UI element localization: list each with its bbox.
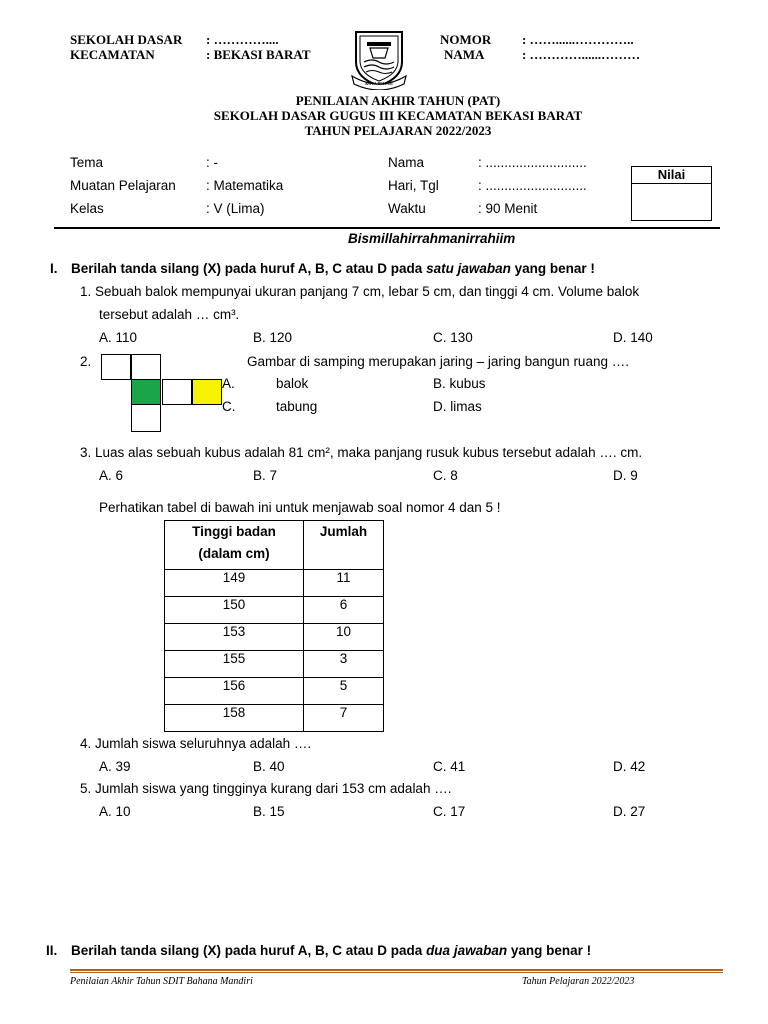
table-intro: Perhatikan tabel di bawah ini untuk menjawab soal nomor 4 dan 5 ! bbox=[99, 500, 501, 515]
header-divider bbox=[54, 227, 720, 229]
table-row bbox=[165, 597, 384, 624]
section-2-instruction: Berilah tanda silang (X) pada huruf A, B, C atau D pada dua jawaban yang benar ! bbox=[71, 943, 592, 958]
table-header-count: Jumlah bbox=[304, 521, 384, 570]
title-line-3: TAHUN PELAJARAN 2022/2023 bbox=[304, 123, 492, 138]
q3-option-c[interactable]: C. 8 bbox=[433, 468, 458, 483]
table-cell-count: 7 bbox=[304, 705, 384, 732]
q2-option-d[interactable]: D. limas bbox=[433, 399, 482, 414]
score-label: Nilai bbox=[632, 167, 711, 184]
info-class-value: : V (Lima) bbox=[206, 201, 265, 216]
table-cell-height: 158 bbox=[165, 705, 304, 732]
q3-text: 3. Luas alas sebuah kubus adalah 81 cm², maka panjang rusuk kubus tersebut adalah …. cm. bbox=[80, 445, 643, 460]
district-label: KECAMATAN bbox=[70, 47, 155, 62]
title-line-1: PENILAIAN AKHIR TAHUN (PAT) bbox=[295, 93, 501, 108]
net-square bbox=[162, 379, 192, 405]
q1-option-c[interactable]: C. 130 bbox=[433, 330, 473, 345]
q5-option-d[interactable]: D. 27 bbox=[613, 804, 646, 819]
district-value: : BEKASI BARAT bbox=[206, 47, 311, 62]
footer-rule bbox=[70, 969, 723, 971]
q5-option-c[interactable]: C. 17 bbox=[433, 804, 466, 819]
q2-option-c-letter[interactable]: C. bbox=[222, 399, 236, 414]
q4-option-a[interactable]: A. 39 bbox=[99, 759, 131, 774]
table-header-height: Tinggi badan (dalam cm) bbox=[165, 521, 304, 570]
net-square bbox=[131, 354, 161, 380]
table-cell-count: 10 bbox=[304, 624, 384, 651]
name-label: NAMA bbox=[444, 47, 485, 62]
net-square-yellow bbox=[192, 379, 222, 405]
table-cell-height: 156 bbox=[165, 678, 304, 705]
table-row bbox=[165, 678, 384, 705]
section-1-numeral: I. bbox=[50, 261, 58, 276]
table-cell-height: 153 bbox=[165, 624, 304, 651]
table-row bbox=[165, 651, 384, 678]
school-label: SEKOLAH DASAR bbox=[70, 32, 183, 47]
q1-option-d[interactable]: D. 140 bbox=[613, 330, 653, 345]
info-subject-label: Muatan Pelajaran bbox=[70, 178, 176, 193]
section-1-instruction: Berilah tanda silang (X) pada huruf A, B, C atau D pada satu jawaban yang benar ! bbox=[71, 261, 595, 276]
q4-option-c[interactable]: C. 41 bbox=[433, 759, 466, 774]
q2-option-b[interactable]: B. kubus bbox=[433, 376, 486, 391]
table-cell-height: 150 bbox=[165, 597, 304, 624]
q2-option-c[interactable]: tabung bbox=[276, 399, 318, 414]
q5-text: 5. Jumlah siswa yang tingginya kurang dari 153 cm adalah …. bbox=[80, 781, 452, 796]
logo-caption: KOTA BEKASI bbox=[365, 81, 393, 86]
table-cell-height: 155 bbox=[165, 651, 304, 678]
info-class-label: Kelas bbox=[70, 201, 104, 216]
info-name-label: Nama bbox=[388, 155, 425, 170]
number-label: NOMOR bbox=[440, 32, 492, 47]
table-row bbox=[165, 624, 384, 651]
score-box[interactable] bbox=[631, 166, 712, 221]
q1-option-b[interactable]: B. 120 bbox=[253, 330, 293, 345]
info-name-value: : ........................... bbox=[478, 155, 587, 170]
info-time-label: Waktu bbox=[388, 201, 426, 216]
section-2-numeral: II. bbox=[46, 943, 58, 958]
table-cell-count: 6 bbox=[304, 597, 384, 624]
title-line-2: SEKOLAH DASAR GUGUS III KECAMATAN BEKASI BARAT bbox=[213, 108, 583, 123]
bismillah: Bismillahirrahmanirrahiim bbox=[348, 231, 516, 246]
net-square bbox=[101, 354, 131, 380]
q4-option-b[interactable]: B. 40 bbox=[253, 759, 285, 774]
q2-option-a-letter[interactable]: A. bbox=[222, 376, 235, 391]
net-square-green bbox=[131, 379, 161, 405]
q5-option-b[interactable]: B. 15 bbox=[253, 804, 285, 819]
info-theme-label: Tema bbox=[70, 155, 104, 170]
name-value: : …………......……… bbox=[522, 47, 641, 62]
q3-option-d[interactable]: D. 9 bbox=[613, 468, 638, 483]
q1-text-line-2: tersebut adalah … cm³. bbox=[99, 307, 240, 322]
table-cell-count: 3 bbox=[304, 651, 384, 678]
footer-left: Penilaian Akhir Tahun SDIT Bahana Mandiri bbox=[70, 976, 253, 987]
info-date-label: Hari, Tgl bbox=[388, 178, 439, 193]
q2-option-a[interactable]: balok bbox=[276, 376, 309, 391]
table-row bbox=[165, 705, 384, 732]
q4-text: 4. Jumlah siswa seluruhnya adalah …. bbox=[80, 736, 312, 751]
q3-option-b[interactable]: B. 7 bbox=[253, 468, 278, 483]
table-row bbox=[165, 570, 384, 597]
number-value: : ……......………….. bbox=[522, 32, 634, 47]
height-table bbox=[164, 520, 384, 732]
net-square bbox=[131, 404, 161, 432]
table-cell-height: 149 bbox=[165, 570, 304, 597]
info-subject-value: : Matematika bbox=[206, 178, 284, 193]
q5-option-a[interactable]: A. 10 bbox=[99, 804, 131, 819]
q2-number: 2. bbox=[80, 354, 92, 369]
footer-rule-thin bbox=[70, 972, 723, 973]
info-date-value: : ........................... bbox=[478, 178, 587, 193]
table-cell-count: 11 bbox=[304, 570, 384, 597]
footer-right: Tahun Pelajaran 2022/2023 bbox=[522, 976, 635, 987]
table-cell-count: 5 bbox=[304, 678, 384, 705]
school-value: : ………….... bbox=[206, 32, 279, 47]
q1-option-a[interactable]: A. 110 bbox=[99, 330, 138, 345]
q1-text-line-1: 1. Sebuah balok mempunyai ukuran panjang 7 cm, lebar 5 cm, dan tinggi 4 cm. Volume balok bbox=[80, 284, 640, 299]
info-time-value: : 90 Menit bbox=[478, 201, 538, 216]
q3-option-a[interactable]: A. 6 bbox=[99, 468, 124, 483]
q2-text: Gambar di samping merupakan jaring – jaring bangun ruang …. bbox=[247, 354, 629, 369]
info-theme-value: : - bbox=[206, 155, 218, 170]
q4-option-d[interactable]: D. 42 bbox=[613, 759, 646, 774]
